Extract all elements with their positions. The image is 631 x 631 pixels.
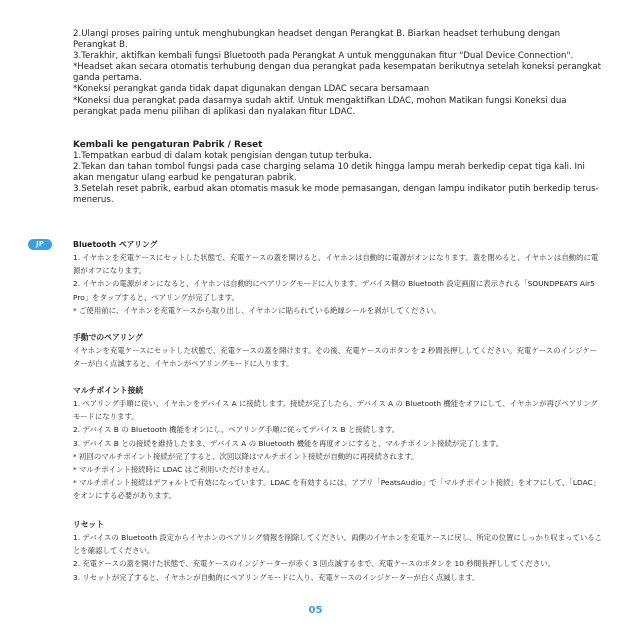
paragraph: *Koneksi dua perangkat pada dasarnya sudah aktif. Untuk mengaktifkan LDAC, mohon Matikan fungsi Koneksi dua perangkat pada menu pilihan di aplikasi dan nyalakan fitur LDAC. <box>73 95 567 117</box>
paragraph: 3.Setelah reset pabrik, earbud akan otomatis masuk ke mode pemasangan, dengan lampu indikator putih berkedip terus-menerus. <box>73 184 599 206</box>
paragraph: 2. イヤホンの電源がオンになると、イヤホンは自動的にペアリングモードに入ります。デバイス側の Bluetooth 設定画面に表示される「SOUNDPEATS Air5 Pro」をタップすると、ペアリングが完了します。 <box>73 279 595 302</box>
page-number: 05 <box>308 605 323 616</box>
section-title: 手動でのペアリング <box>73 333 143 342</box>
paragraph: * マルチポイント接続はデフォルトで有効になっています。LDAC を有効するには、アプリ「PeatsAudio」で「マルチポイント接続」をオフにして、「LDAC」をオンにする必要があります。 <box>73 478 601 501</box>
paragraph: 1. デバイスの Bluetooth 設定からイヤホンのペアリング情報を削除してください。両側のイヤホンを充電ケースに戻し、所定の位置にしっかり収まっていることを確認してください。 <box>73 533 603 556</box>
paragraph: 2. 充電ケースの蓋を開けた状態で、充電ケースのインジケーターが赤く 3 回点滅するまで、充電ケースのボタンを 10 秒間長押ししてください。 <box>73 559 555 569</box>
paragraph: 2. デバイス B の Bluetooth 機能をオンにし、ペアリング手順に従ってデバイス B と接続します。 <box>73 425 400 435</box>
paragraph: *Koneksi perangkat ganda tidak dapat digunakan dengan LDAC secara bersamaan <box>73 84 430 95</box>
paragraph: 2.Tekan dan tahan tombol fungsi pada case charging selama 10 detik hingga lampu merah berkedip cepat tiga kali. Ini akan mengatur ulang earbud ke pengaturan pabrik. <box>73 162 585 184</box>
paragraph: 1. イヤホンを充電ケースにセットした状態で、充電ケースの蓋を開けると、イヤホンは自動的に電源がオンになります。蓋を閉めると、イヤホンは自動的に電源がオフになります。 <box>73 253 599 276</box>
language-badge-jp: JP <box>28 239 52 250</box>
paragraph: 3. デバイス B との接続を維持したまま、デバイス A の Bluetooth 機能を再度オンにすると、マルチポイント接続が完了します。 <box>73 438 504 448</box>
paragraph: * 初回のマルチポイント接続が完了すると、次回以降はマルチポイント接続が自動的に再接続されます。 <box>73 451 419 461</box>
section-title: Kembali ke pengaturan Pabrik / Reset <box>73 140 263 150</box>
paragraph: 1. ペアリング手順に従い、イヤホンをデバイス A に接続します。接続が完了したら、デバイス A の Bluetooth 機能をオフにして、イヤホンが再びペアリングモードになります。 <box>73 399 598 422</box>
paragraph: * ご使用前に、イヤホンを充電ケースから取り出し、イヤホンに貼られている絶縁シールを剥がしてください。 <box>73 305 441 315</box>
section-title: リセット <box>73 520 105 529</box>
indonesian-reset-section <box>73 140 605 207</box>
paragraph: 1.Tempatkan earbud di dalam kotak pengisian dengan tutup terbuka. <box>73 151 372 162</box>
indonesian-dual-connection-section <box>73 29 605 118</box>
section-title: Bluetooth ペアリング <box>73 240 158 249</box>
section-title: マルチポイント接続 <box>73 386 144 395</box>
paragraph: 3.Terakhir, aktifkan kembali fungsi Bluetooth pada Perangkat A untuk menggunakan fitur "Dual Device Connection". <box>73 51 574 62</box>
paragraph: 3. リセットが完了すると、イヤホンが自動的にペアリングモードに入り、充電ケースのインジケーターが白く点滅します。 <box>73 572 480 582</box>
jp-manual-pairing-section <box>73 331 603 370</box>
paragraph: イヤホンを充電ケースにセットした状態で、充電ケースの蓋を開けます。その後、充電ケースのボタンを 2 秒間長押ししてください。充電ケースのインジケーターが白く点滅すると、イヤホンがペアリングモードに入ります。 <box>73 346 598 369</box>
jp-pairing-section <box>73 238 603 317</box>
paragraph: *Headset akan secara otomatis terhubung dengan dua perangkat pada kesempatan berikutnya setelah koneksi perangkat ganda pertama. <box>73 62 601 84</box>
paragraph: 2.Ulangi proses pairing untuk menghubungkan headset dengan Perangkat B. Biarkan headset terhubung dengan Perangkat B. <box>73 29 561 51</box>
paragraph: * マルチポイント接続時に LDAC はご利用いただけません。 <box>73 465 274 475</box>
jp-multipoint-section <box>73 384 603 503</box>
jp-reset-section <box>73 518 603 584</box>
